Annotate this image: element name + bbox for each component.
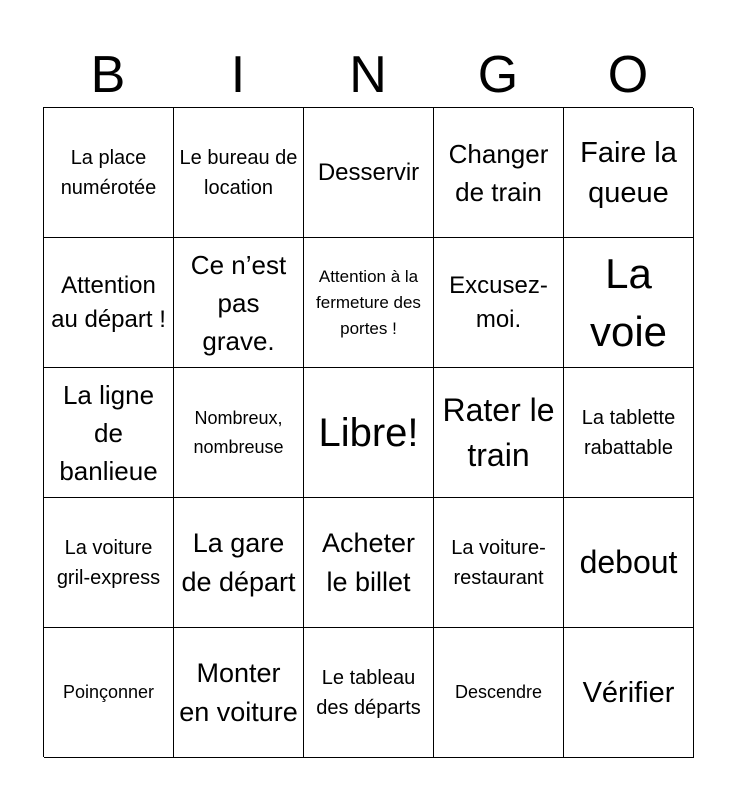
bingo-board — [43, 107, 693, 757]
bingo-cell-label: Vérifier — [582, 676, 675, 709]
bingo-cell-label: Monter en voiture — [179, 657, 298, 727]
bingo-cell-label: Rater le train — [442, 391, 555, 473]
bingo-cell-label: La ligne de banlieue — [59, 379, 158, 486]
bingo-cell-r5-c4[interactable] — [434, 628, 564, 758]
bingo-cell-label: Attention à la fermeture des portes ! — [316, 266, 421, 338]
header-letter-i: I — [230, 46, 246, 104]
bingo-cell-r2-c2[interactable] — [174, 238, 304, 368]
bingo-cell-r3-c5[interactable] — [564, 368, 694, 498]
bingo-cell-label: Attention au départ ! — [51, 271, 166, 333]
bingo-cell-label: La voiture gril-express — [56, 536, 161, 589]
bingo-cell-r3-c3[interactable] — [304, 368, 434, 498]
bingo-cell-r5-c1[interactable] — [44, 628, 174, 758]
bingo-cell-r3-c1[interactable] — [44, 368, 174, 498]
bingo-cell-r4-c2[interactable] — [174, 498, 304, 628]
bingo-header — [43, 42, 693, 108]
bingo-cell-label: La voie — [589, 249, 668, 355]
bingo-cell-label: Poinçonner — [62, 682, 155, 702]
bingo-cell-label: La gare de départ — [181, 527, 296, 597]
bingo-cell-label: Nombreux, nombreuse — [193, 407, 284, 457]
bingo-cell-label: Ce n’est pas grave. — [190, 249, 287, 356]
bingo-cell-r2-c5[interactable] — [564, 238, 694, 368]
bingo-cell-label: Le bureau de location — [179, 146, 298, 199]
header-letter-o: O — [607, 46, 649, 104]
bingo-cell-r5-c3[interactable] — [304, 628, 434, 758]
bingo-cell-label: La voiture-restaurant — [451, 536, 546, 589]
bingo-cell-label: Libre! — [318, 410, 419, 455]
bingo-cell-label: La tablette rabattable — [581, 406, 676, 459]
header-letter-g: G — [477, 46, 519, 104]
bingo-cell-r4-c3[interactable] — [304, 498, 434, 628]
bingo-cell-r1-c2[interactable] — [174, 108, 304, 238]
bingo-cell-r4-c4[interactable] — [434, 498, 564, 628]
bingo-cell-label: debout — [579, 544, 678, 580]
bingo-cell-label: La place numérotée — [60, 146, 157, 199]
header-letter-b: B — [90, 46, 126, 104]
bingo-cell-label: Excusez-moi. — [449, 271, 548, 333]
bingo-cell-r5-c2[interactable] — [174, 628, 304, 758]
bingo-cell-label: Acheter le billet — [321, 527, 416, 597]
bingo-cell-r1-c5[interactable] — [564, 108, 694, 238]
bingo-cell-r1-c4[interactable] — [434, 108, 564, 238]
bingo-cell-label: Le tableau des départs — [316, 666, 421, 719]
header-letter-n: N — [349, 46, 387, 104]
bingo-cell-r3-c4[interactable] — [434, 368, 564, 498]
bingo-cell-r3-c2[interactable] — [174, 368, 304, 498]
bingo-cell-label: Desservir — [317, 158, 420, 186]
bingo-cell-r2-c4[interactable] — [434, 238, 564, 368]
bingo-cell-label: Descendre — [454, 682, 543, 702]
bingo-cell-label: Faire la queue — [580, 136, 677, 209]
bingo-cell-r4-c1[interactable] — [44, 498, 174, 628]
bingo-cell-r2-c3[interactable] — [304, 238, 434, 368]
bingo-cell-r2-c1[interactable] — [44, 238, 174, 368]
bingo-cell-r5-c5[interactable] — [564, 628, 694, 758]
bingo-cell-r1-c3[interactable] — [304, 108, 434, 238]
bingo-cell-r4-c5[interactable] — [564, 498, 694, 628]
bingo-cell-r1-c1[interactable] — [44, 108, 174, 238]
bingo-cell-label: Changer de train — [448, 138, 549, 207]
